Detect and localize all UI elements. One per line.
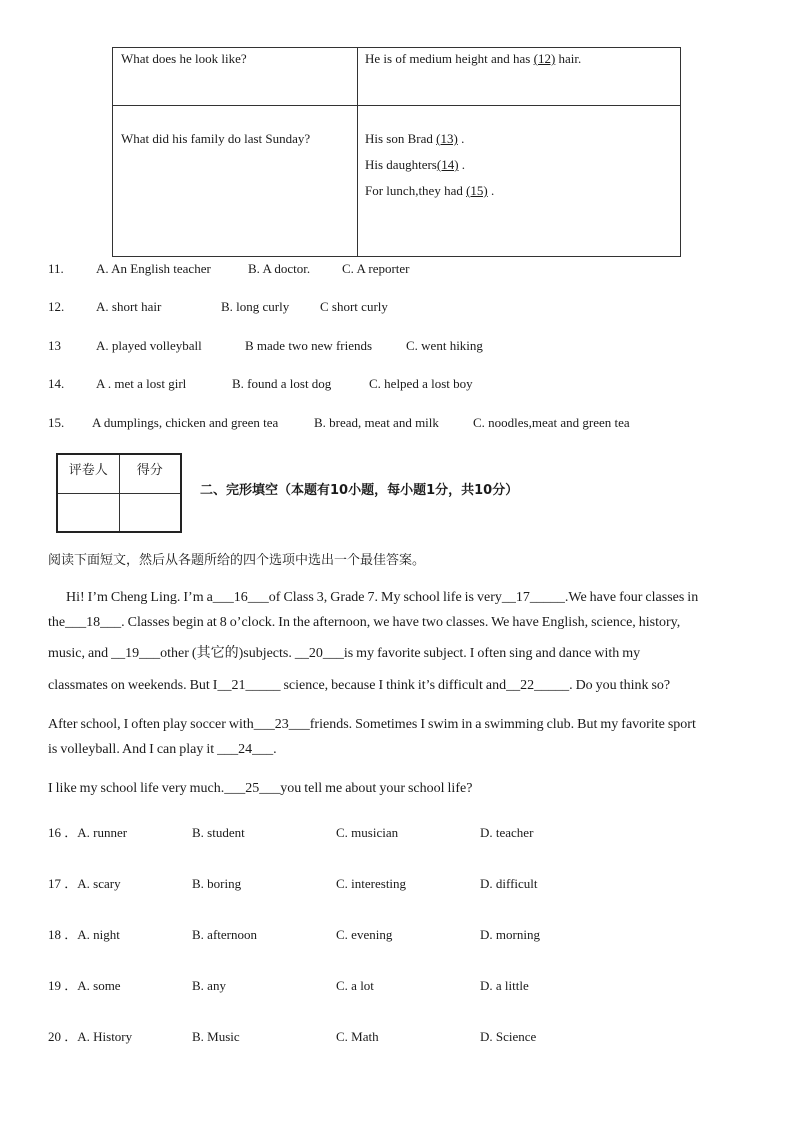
option-c: C short curly	[320, 299, 388, 314]
option-d: D. a little	[480, 978, 529, 993]
question-text: What did his family do last Sunday?	[121, 131, 311, 146]
option-b: B. afternoon	[192, 927, 257, 942]
option-a: A. An English teacher	[96, 261, 211, 276]
passage-line: I like my school life very much.___25___you tell me about your school life?	[48, 781, 473, 796]
option-a: A dumplings, chicken and green tea	[92, 415, 279, 430]
score-label: 得分	[119, 454, 181, 493]
answer-text: He is of medium height and has	[365, 51, 534, 66]
question-number: 13	[48, 338, 61, 353]
grader-input-cell[interactable]	[57, 493, 119, 532]
option-c: C. Math	[336, 1029, 379, 1044]
passage-line: Hi! I’m Cheng Ling. I’m a___16___of Class 3, Grade 7. My school life is very__17_____.We have four classes in	[66, 590, 699, 605]
option-a: 18 ．A. night	[48, 927, 120, 942]
option-a: 16 ．A. runner	[48, 825, 128, 840]
option-d: D. Science	[480, 1029, 537, 1044]
option-c: C. evening	[336, 927, 393, 942]
option-a: 20 ．A. History	[48, 1029, 133, 1044]
option-b: B. Music	[192, 1029, 240, 1044]
option-b: B. any	[192, 978, 226, 993]
answer-text: .	[458, 157, 466, 172]
info-table	[112, 47, 681, 257]
option-c: C. helped a lost boy	[369, 376, 473, 391]
answer-text: His son Brad	[365, 131, 437, 146]
option-a: A . met a lost girl	[96, 376, 187, 391]
option-c: C. interesting	[336, 876, 407, 891]
option-b: B. A doctor.	[248, 261, 311, 276]
option-a: A. played volleyball	[96, 338, 202, 353]
option-b: B made two new friends	[245, 338, 373, 353]
question-number: 15.	[48, 415, 65, 430]
blank-14: (14)	[436, 157, 459, 172]
question-number: 14.	[48, 376, 65, 391]
question-text: What does he look like?	[121, 51, 247, 66]
option-c: C. A reporter	[342, 261, 410, 276]
table-cell-answer	[358, 106, 681, 257]
question-number: 12.	[48, 299, 65, 314]
option-a: A. short hair	[96, 299, 162, 314]
answer-text: For lunch,they had	[365, 183, 467, 198]
option-b: B. bread, meat and milk	[314, 415, 439, 430]
answer-text: hair.	[555, 51, 582, 66]
question-number: 11.	[48, 261, 64, 276]
option-a: 19 ．A. some	[48, 978, 121, 993]
answer-text: .	[457, 131, 465, 146]
passage-line: music, and __19___other (其它的)subjects. __20___is my favorite subject. I often sing and dance with my	[48, 646, 641, 661]
option-b: B. boring	[192, 876, 242, 891]
score-input-cell[interactable]	[119, 493, 181, 532]
table-cell-question	[113, 106, 358, 257]
option-b: B. found a lost dog	[232, 376, 332, 391]
option-d: D. difficult	[480, 876, 538, 891]
option-c: C. musician	[336, 825, 399, 840]
option-d: D. morning	[480, 927, 540, 942]
option-b: B. long curly	[221, 299, 290, 314]
option-b: B. student	[192, 825, 245, 840]
passage-line: is volleyball. And I can play it ___24___.	[48, 742, 277, 757]
instruction-text: 阅读下面短文，然后从各题所给的四个选项中选出一个最佳答案。	[48, 553, 426, 568]
option-c: C. went hiking	[406, 338, 483, 353]
table-cell-answer	[358, 48, 681, 106]
option-c: C. a lot	[336, 978, 374, 993]
passage-line: classmates on weekends. But I__21_____ science, because I think it’s difficult and__22_____. Do you think so?	[48, 678, 671, 693]
passage-line: After school, I often play soccer with___23___friends. Sometimes I swim in a swimming club. But my favorite sport	[48, 717, 696, 732]
section-title: 二、完形填空（本题有10小题，每小题1分，共10分）	[200, 483, 519, 498]
passage-line: the___18___. Classes begin at 8 o’clock. In the afternoon, we have two classes. We have English, science, history,	[48, 615, 681, 630]
option-a: 17 ．A. scary	[48, 876, 121, 891]
grader-label: 评卷人	[57, 454, 119, 493]
table-cell-question	[113, 48, 358, 106]
answer-text: .	[487, 183, 495, 198]
answer-text: His daughters	[365, 157, 437, 172]
option-d: D. teacher	[480, 825, 534, 840]
table-row	[113, 106, 681, 257]
option-c: C. noodles,meat and green tea	[473, 415, 630, 430]
score-box	[56, 453, 182, 533]
blank-15: (15)	[466, 183, 488, 198]
blank-13: (13)	[436, 131, 458, 146]
table-row	[113, 48, 681, 106]
blank-12: (12)	[533, 51, 556, 66]
